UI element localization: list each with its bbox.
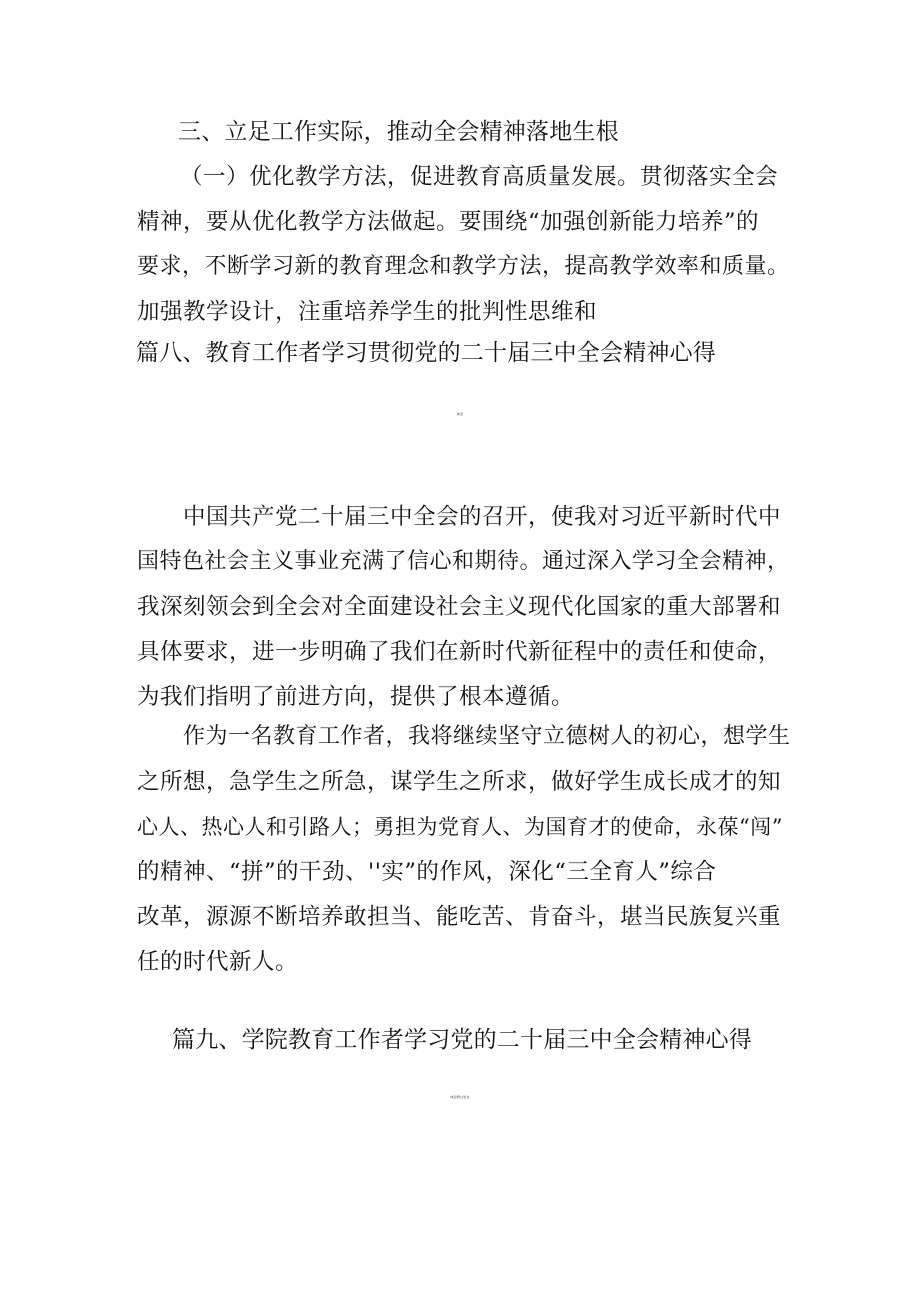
section-heading: 三、立足工作实际，推动全会精神落地生根	[178, 119, 619, 145]
paragraph-line: 之所想，急学生之所急，谋学生之所求，做好学生成长成才的知	[137, 769, 782, 795]
paragraph-line: 为我们指明了前进方向，提供了根本遵循。	[137, 684, 575, 710]
paragraph-line: 作为一名教育工作者，我将继续坚守立德树人的初心，想学生	[183, 724, 791, 749]
paragraph-line: 国特色社会主义事业充满了信心和期待。通过深入学习全会精神，	[137, 549, 790, 574]
article-title: 篇九、学院教育工作者学习党的二十届三中全会精神心得	[172, 1027, 752, 1053]
paragraph-line: 改革，源源不断培养敢担当、能吃苦、肯奋斗，堪当民族复兴重	[137, 904, 782, 930]
paragraph-line: （一）优化教学方法，促进教育高质量发展。贯彻落实全会	[180, 164, 779, 190]
article-title-continued: 体会研讨发言	[450, 1095, 470, 1099]
paragraph-line: 具体要求，进一步明确了我们在新时代新征程中的责任和使命，	[137, 639, 782, 665]
paragraph-line: 中国共产党二十届三中全会的召开，使我对习近平新时代中	[183, 504, 782, 530]
paragraph-line: 我深刻领会到全会对全面建设社会主义现代化国家的重大部署和	[137, 594, 782, 620]
article-title-continued: 体会	[456, 412, 464, 416]
paragraph-line: 加强教学设计，注重培养学生的批判性思维和	[137, 299, 598, 325]
paragraph-line: 精神，要从优化教学方法做起。要围绕“加强创新能力培养”的	[137, 209, 760, 235]
paragraph-line: 要求，不断学习新的教育理念和教学方法，提高教学效率和质量。	[137, 254, 790, 279]
paragraph-line: 心人、热心人和引路人；勇担为党育人、为国育才的使命，永葆“闯”	[137, 815, 783, 839]
article-title: 篇八、教育工作者学习贯彻党的二十届三中全会精神心得	[136, 340, 716, 366]
paragraph-line: 任的时代新人。	[137, 949, 299, 975]
paragraph-line: 的精神、“拼”的干劲、''实”的作风，深化“三全育人”综合	[137, 859, 717, 885]
